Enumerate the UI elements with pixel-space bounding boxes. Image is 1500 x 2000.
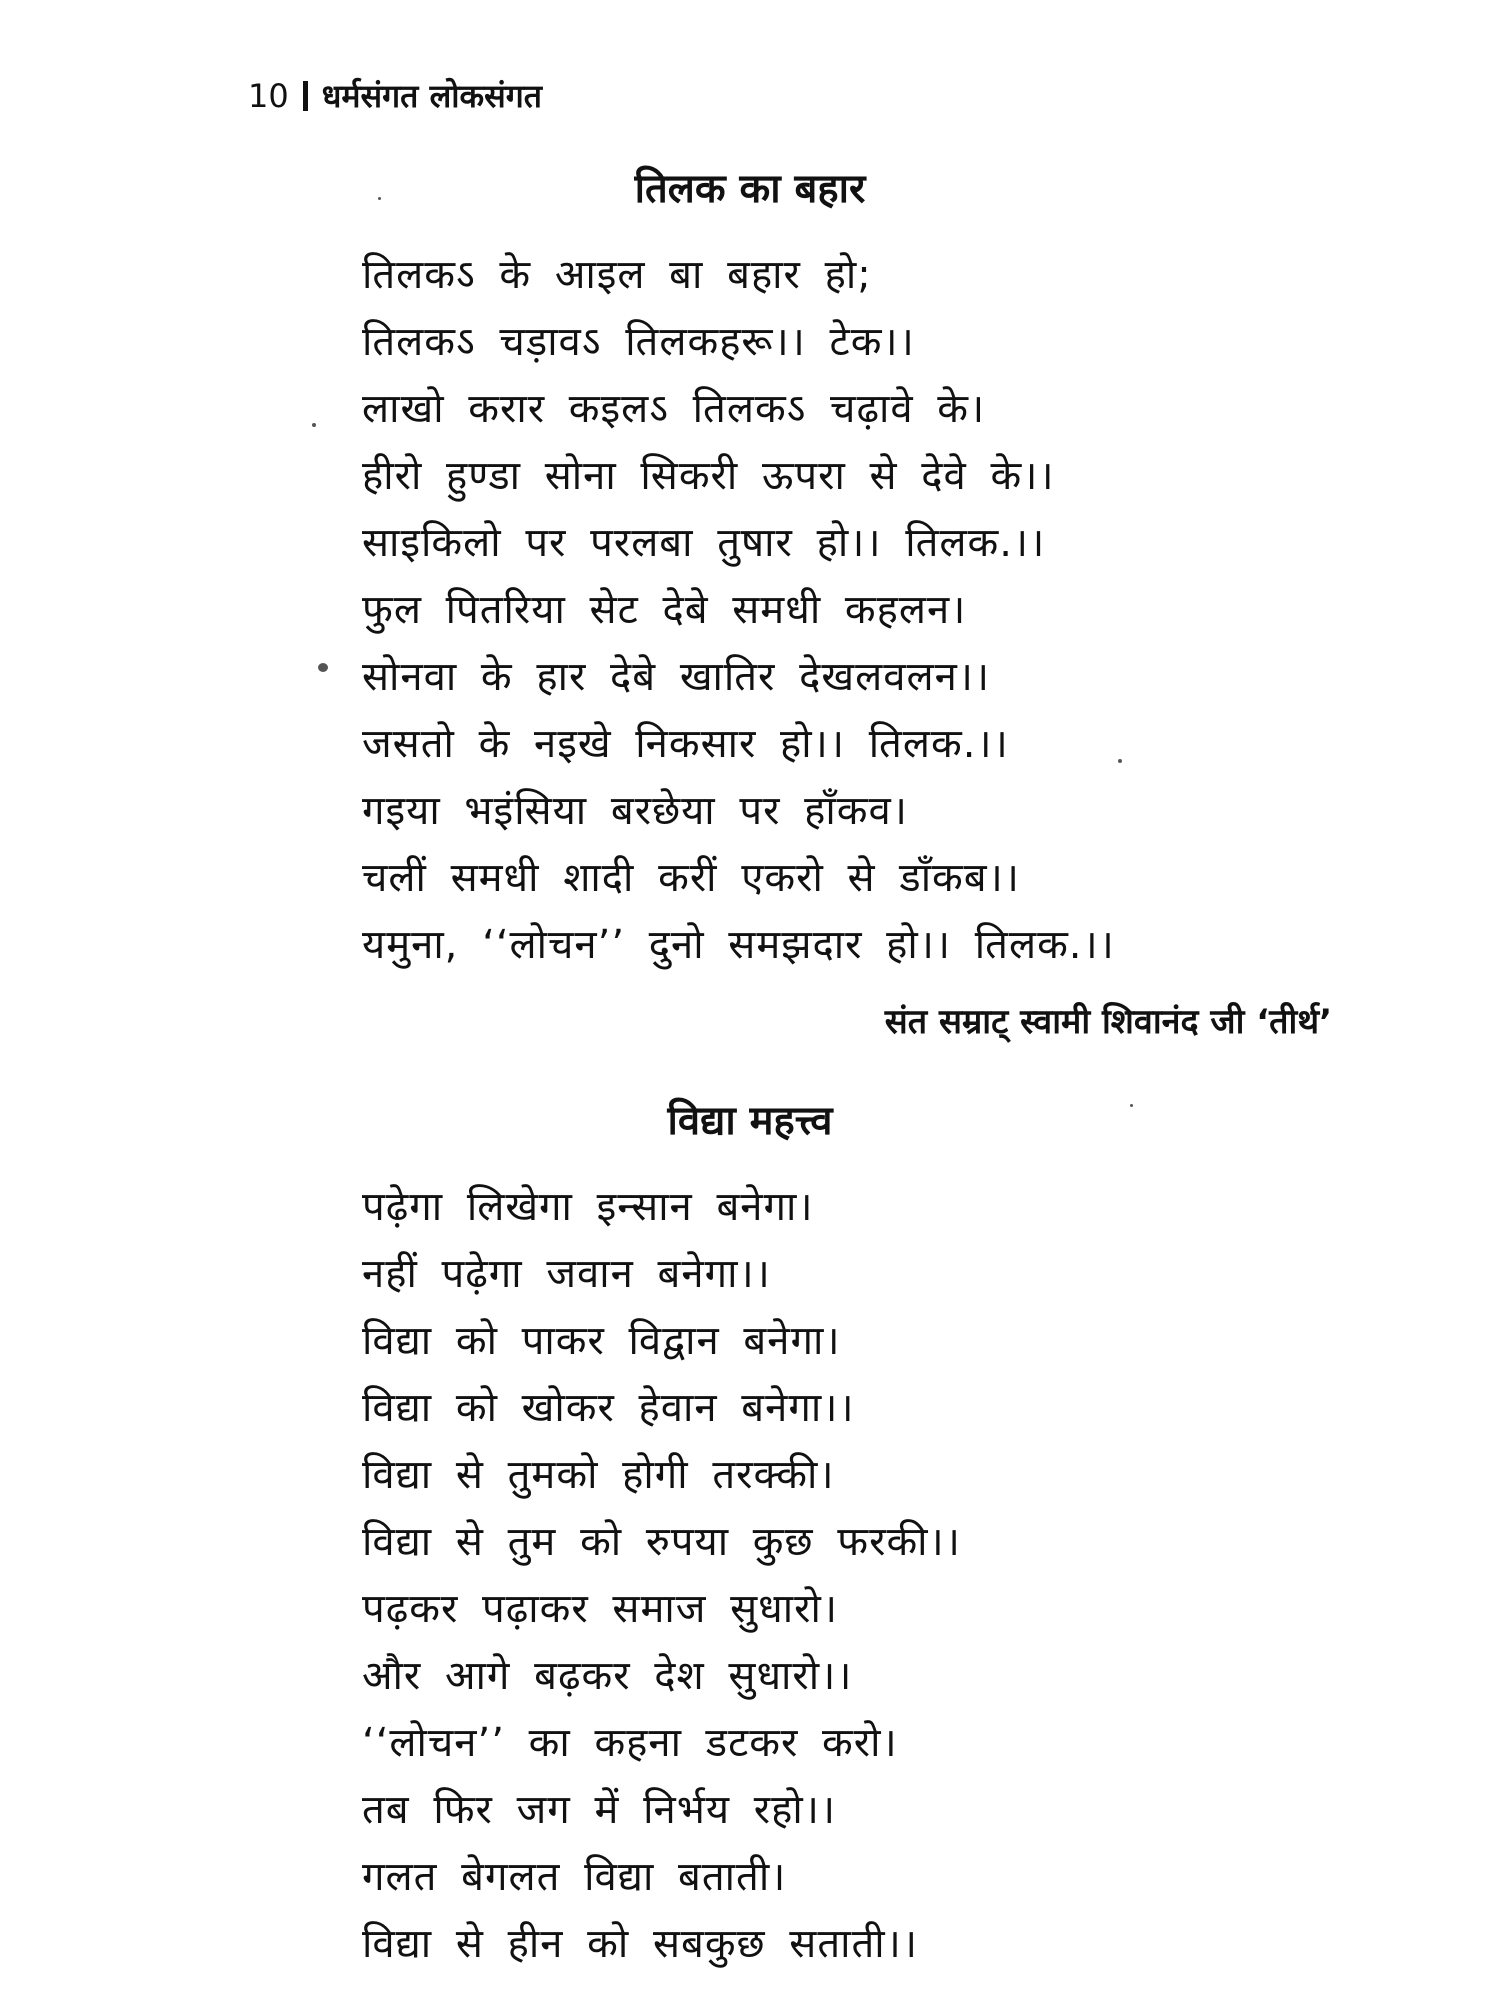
- poem-line: विद्या से तुमको होगी तरक्की।: [362, 1452, 835, 1498]
- poem-line: साइकिलो पर परलबा तुषार हो।। तिलक.।।: [362, 520, 1046, 566]
- poem-line: गइया भइंसिया बरछेया पर हाँकव।: [362, 788, 908, 834]
- scan-speck: [318, 663, 328, 672]
- poem-line: पढ़कर पढ़ाकर समाज सुधारो।: [362, 1586, 839, 1632]
- scan-speck: [1130, 1104, 1133, 1107]
- poem-line: तब फिर जग में निर्भय रहो।।: [362, 1787, 837, 1833]
- poem-line: पढ़ेगा लिखेगा इन्सान बनेगा।: [362, 1184, 814, 1230]
- poem-title: तिलक का बहार: [634, 166, 866, 212]
- scan-speck: [312, 423, 316, 427]
- page-number: 10: [248, 77, 289, 115]
- poem-line: विद्या को खोकर हेवान बनेगा।।: [362, 1385, 855, 1431]
- poem-line: और आगे बढ़कर देश सुधारो।।: [362, 1653, 853, 1699]
- poem-line: सोनवा के हार देबे खातिर देखलवलन।।: [362, 654, 991, 700]
- poem-line: विद्या को पाकर विद्वान बनेगा।: [362, 1318, 841, 1364]
- header-separator: [303, 81, 308, 111]
- book-title: धर्मसंगत लोकसंगत: [321, 77, 543, 115]
- running-header: [248, 76, 542, 116]
- poem-line: तिलकऽ चड़ावऽ तिलकहरू।। टेक।।: [362, 319, 915, 365]
- poem-line: फुल पितरिया सेट देबे समधी कहलन।: [362, 587, 967, 633]
- poem-line: नहीं पढ़ेगा जवान बनेगा।।: [362, 1251, 771, 1297]
- poem-line: यमुना, ‘‘लोचन’’ दुनो समझदार हो।। तिलक.।।: [362, 922, 1115, 968]
- poem-line: हीरो हुण्डा सोना सिकरी ऊपरा से देवे के।।: [362, 453, 1055, 499]
- poem-attribution: संत सम्राट् स्वामी शिवानंद जी ‘तीर्थ’: [884, 1002, 1332, 1042]
- poem-line: विद्या से हीन को सबकुछ सताती।।: [362, 1921, 918, 1967]
- poem-title: विद्या महत्त्व: [667, 1098, 833, 1144]
- poem-line: गलत बेगलत विद्या बताती।: [362, 1854, 787, 1900]
- poem-line: जसतो के नइखे निकसार हो।। तिलक.।।: [362, 721, 1009, 767]
- poem-line: विद्या से तुम को रुपया कुछ फरकी।।: [362, 1519, 961, 1565]
- poem-line: लाखो करार कइलऽ तिलकऽ चढ़ावे के।: [362, 386, 986, 432]
- poem-line: ‘‘लोचन’’ का कहना डटकर करो।: [362, 1720, 898, 1766]
- poem-body: [362, 242, 1462, 979]
- scan-speck: [378, 197, 381, 200]
- poem-body: [362, 1174, 1462, 1978]
- poem-line: चलीं समधी शादी करीं एकरो से डाँकब।।: [362, 855, 1020, 901]
- scan-speck: [1118, 759, 1122, 763]
- poem-line: तिलकऽ के आइल बा बहार हो;: [362, 252, 872, 298]
